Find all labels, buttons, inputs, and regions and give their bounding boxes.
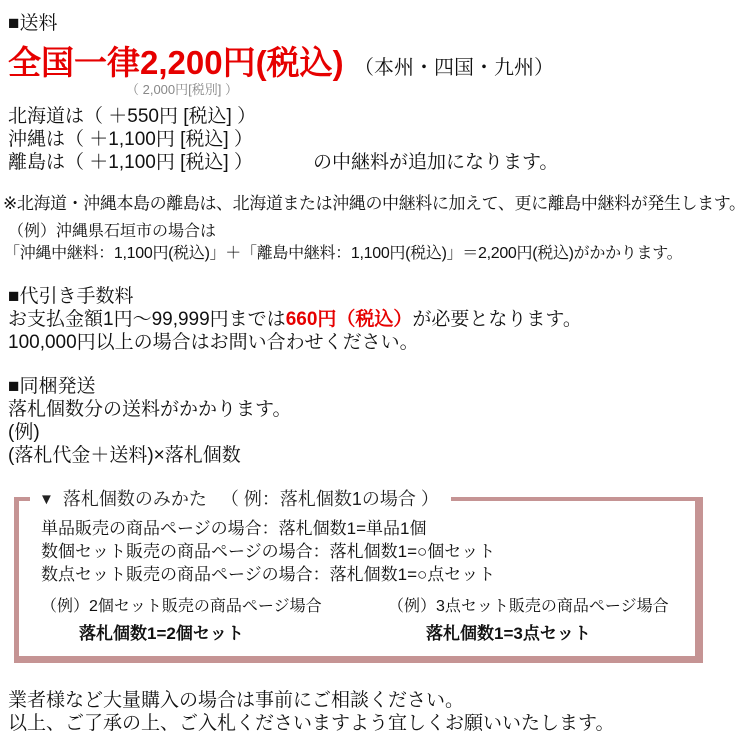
cod-fee-line1-after: が必要となります。 [412, 309, 582, 330]
bid-count-box-title-suffix: （ 例：落札個数1の場合 ） [220, 489, 439, 509]
bid-count-box [14, 489, 703, 663]
shipping-example-intro: （例）沖縄県石垣市の場合は [8, 223, 217, 240]
surcharge-okinawa: 沖縄は（ ＋1,100円 [税込] ） [8, 129, 253, 150]
shipping-price-region: （本州・四国・九州） [354, 57, 555, 79]
shipping-price-row [8, 42, 750, 83]
surcharge-hokkaido: 北海道は（ ＋550円 [税込] ） [8, 106, 257, 127]
count-example-2 [388, 596, 669, 646]
cod-fee-line1 [8, 308, 750, 331]
count-example-2-label: （例）3点セット販売の商品ページ場合 [388, 598, 669, 615]
triangle-down-icon: ▼ [39, 491, 54, 508]
shipping-price-main: 全国一律2,200円(税込) [8, 44, 344, 81]
bid-count-box-title-text: 落札個数のみかた [62, 489, 207, 509]
cod-fee-amount: 660円（税込） [285, 309, 413, 330]
shipping-heading: ■送料 [8, 13, 58, 34]
count-example-1 [41, 596, 388, 646]
bid-count-box-title [30, 488, 451, 511]
surcharge-rito: 離島は（ ＋1,100円 [税込] ） [8, 152, 253, 173]
footer-notes [8, 689, 750, 735]
shipping-surcharge-list [8, 105, 750, 174]
count-example-2-value: 落札個数1=3点セット [426, 624, 591, 643]
cod-fee-line1-before: お支払金額1円〜99,999円までは [8, 309, 286, 330]
count-rule-set-ko: 数個セット販売の商品ページの場合：落札個数1=○個セット [41, 542, 496, 561]
cod-fee-heading: ■代引き手数料 [8, 286, 134, 307]
surcharge-suffix: の中継料が追加になります。 [312, 152, 559, 173]
count-rule-set-ten: 数点セット販売の商品ページの場合：落札個数1=○点セット [41, 565, 496, 584]
count-example-1-label: （例）2個セット販売の商品ページ場合 [41, 598, 322, 615]
footer-bulk-line: 業者様など大量購入の場合は事前にご相談ください。 [8, 690, 465, 711]
bundle-line1: 落札個数分の送料がかかります。 [8, 399, 292, 420]
footer-closing-line: 以上、ご了承の上、ご入札くださいますよう宜しくお願いいたします。 [8, 713, 615, 734]
bundle-formula: (落札代金＋送料)×落札個数 [8, 445, 241, 466]
shipping-note: ※北海道・沖縄本島の離島は、北海道または沖縄の中継料に加えて、更に離島中継料が発生します。 [3, 194, 746, 213]
bundle-shipping-section [8, 375, 750, 467]
bundle-line2: (例) [8, 422, 40, 443]
count-rule-single: 単品販売の商品ページの場合：落札個数1=単品1個 [41, 519, 427, 538]
count-example-1-value: 落札個数1=2個セット [79, 624, 244, 643]
cod-fee-line2: 100,000円以上の場合はお問い合わせください。 [8, 332, 419, 353]
count-examples-row [41, 596, 695, 646]
shipping-example-detail: 「沖縄中継料：1,100円(税込)」＋「離島中継料：1,100円(税込)」＝2,200円(税込)がかかります。 [4, 245, 683, 262]
shipping-price-subtext: （ 2,000円[税別] ） [126, 82, 238, 97]
surcharge-rito-line [8, 151, 750, 174]
bundle-heading: ■同梱発送 [8, 376, 96, 397]
cod-fee-section [8, 285, 750, 354]
